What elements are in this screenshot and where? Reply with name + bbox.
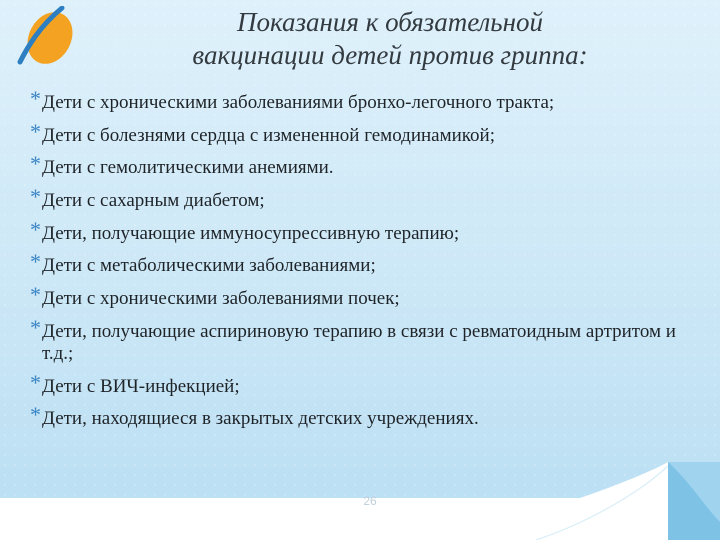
list-item: [30, 314, 690, 365]
bullet-marker: *: [30, 184, 41, 210]
list-item-text: Дети с ВИЧ-инфекцией;: [42, 375, 240, 397]
slide-title: [110, 6, 670, 72]
list-item: [30, 151, 690, 179]
page-number: 26: [363, 494, 377, 508]
list-item-text: Дети с хроническими заболеваниями почек;: [42, 288, 400, 310]
bullet-marker: *: [30, 118, 41, 144]
list-item-text: Дети с сахарным диабетом;: [42, 190, 265, 212]
list-item: [30, 184, 690, 212]
list-item: [30, 86, 690, 114]
title-line-1: Показания к обязательной: [237, 7, 543, 37]
bullet-marker: *: [30, 249, 41, 275]
list-item: [30, 118, 690, 147]
list-item-text: Дети, получающие иммуносупрессивную терапию;: [42, 222, 460, 244]
bullet-marker: *: [30, 86, 41, 111]
title-line-2: вакцинации детей против гриппа:: [192, 40, 588, 70]
list-item: [30, 249, 690, 277]
bullet-marker: *: [30, 369, 41, 395]
bullet-marker: *: [30, 151, 41, 177]
list-item-text: Дети с гемолитическими анемиями.: [42, 157, 334, 179]
list-item: [30, 216, 690, 245]
list-item: [30, 282, 690, 310]
list-item-text: Дети, находящиеся в закрытых детских учреждениях.: [42, 408, 479, 430]
list-item-text: Дети, получающие аспириновую терапию в связи с ревматоидным артритом и т.д.;: [42, 320, 676, 364]
list-item-text: Дети с болезнями сердца с измененной гемодинамикой;: [42, 124, 496, 146]
bullet-marker: *: [30, 216, 41, 242]
orange-swirl-logo: [14, 6, 84, 76]
indications-list: [30, 86, 690, 441]
list-item: [30, 369, 690, 398]
bullet-marker: *: [30, 314, 41, 340]
bullet-marker: *: [30, 402, 41, 428]
list-item-text: Дети с хроническими заболеваниями бронхо-легочного тракта;: [42, 92, 555, 113]
list-item: [30, 402, 690, 430]
list-item-text: Дети с метаболическими заболеваниями;: [42, 255, 376, 277]
bullet-marker: *: [30, 282, 41, 308]
